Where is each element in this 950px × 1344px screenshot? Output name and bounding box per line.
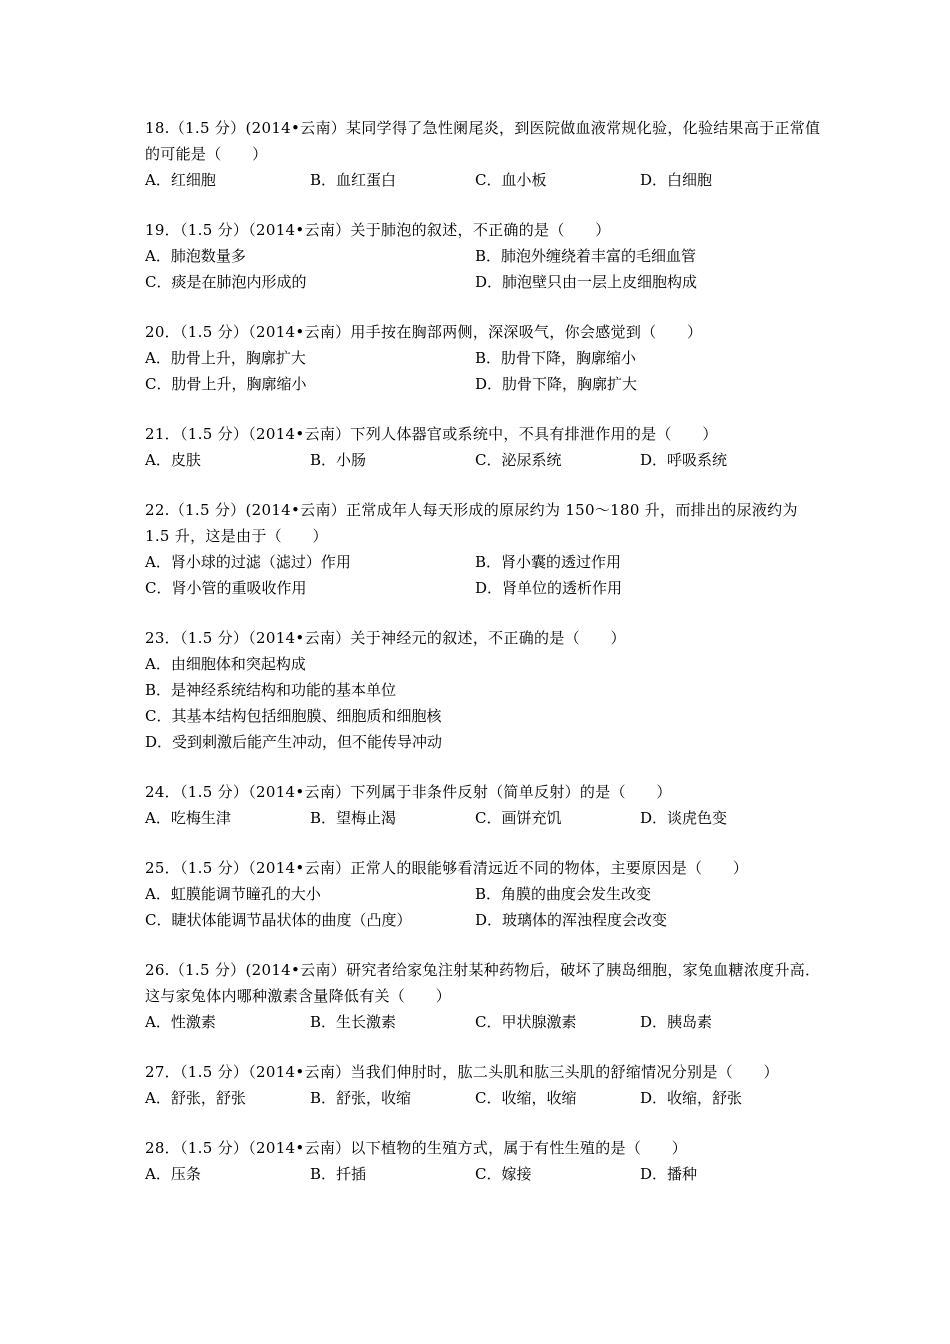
question-stem: 24．（1.5 分）（2014•云南）下列属于非条件反射（简单反射）的是（ ）: [145, 783, 672, 801]
option-list: [145, 1161, 825, 1187]
option-list: [145, 1009, 825, 1035]
option-d: D．肋骨下降，胸廓扩大: [475, 375, 638, 393]
option-c: C．收缩，收缩: [475, 1089, 577, 1107]
option-b: B．血红蛋白: [310, 171, 397, 189]
option-c: C．甲状腺激素: [475, 1013, 577, 1031]
option-d: D．玻璃体的浑浊程度会改变: [475, 911, 668, 929]
option-d: D．肺泡壁只由一层上皮细胞构成: [475, 273, 698, 291]
option-a: A．由细胞体和突起构成: [145, 655, 306, 673]
option-a: A．压条: [145, 1165, 201, 1183]
option-list: [145, 805, 825, 831]
option-d: D．谈虎色变: [640, 809, 728, 827]
question-stem: 20．（1.5 分）（2014•云南）用手按在胸部两侧，深深吸气，你会感觉到（ ）: [145, 323, 703, 341]
question-stem: 19．（1.5 分）（2014•云南）关于肺泡的叙述，不正确的是（ ）: [145, 221, 611, 239]
option-c: C．其基本结构包括细胞膜、细胞质和细胞核: [145, 707, 442, 725]
option-c: C．肋骨上升，胸廓缩小: [145, 375, 307, 393]
option-list: [145, 243, 825, 295]
option-c: C．肾小管的重吸收作用: [145, 579, 307, 597]
question-24: [145, 779, 825, 831]
question-stem: 23．（1.5 分）（2014•云南）关于神经元的叙述，不正确的是（ ）: [145, 629, 626, 647]
option-b: B．角膜的曲度会发生改变: [475, 885, 652, 903]
option-c: C．血小板: [475, 171, 547, 189]
option-a: A．肺泡数量多: [145, 247, 246, 265]
question-stem: 21．（1.5 分）（2014•云南）下列人体器官或系统中，不具有排泄作用的是（ ）: [145, 425, 718, 443]
question-26: [145, 957, 825, 1035]
option-b: B．舒张，收缩: [310, 1089, 412, 1107]
option-list: [145, 447, 825, 473]
option-list: [145, 549, 825, 601]
option-d: D．播种: [640, 1165, 698, 1183]
option-d: D．白细胞: [640, 171, 713, 189]
option-b: B．生长激素: [310, 1013, 397, 1031]
question-18: [145, 115, 825, 193]
option-a: A．性激素: [145, 1013, 216, 1031]
option-d: D．呼吸系统: [640, 451, 728, 469]
option-list: [145, 881, 825, 933]
option-c: C．睫状体能调节晶状体的曲度（凸度）: [145, 911, 412, 929]
option-a: A．红细胞: [145, 171, 216, 189]
question-list: [145, 115, 825, 1211]
option-a: A．吃梅生津: [145, 809, 231, 827]
option-a: A．舒张，舒张: [145, 1089, 246, 1107]
option-d: D．肾单位的透析作用: [475, 579, 623, 597]
question-28: [145, 1135, 825, 1187]
option-a: A．肾小球的过滤（滤过）作用: [145, 553, 351, 571]
question-23: [145, 625, 825, 755]
question-25: [145, 855, 825, 933]
option-c: C．嫁接: [475, 1165, 532, 1183]
question-stem: 27．（1.5 分）（2014•云南）当我们伸肘时，肱二头肌和肱三头肌的舒缩情况分别是（ ）: [145, 1063, 779, 1081]
option-c: C．泌尿系统: [475, 451, 562, 469]
option-b: B．望梅止渴: [310, 809, 397, 827]
question-stem: 22.（1.5 分）(2014•云南）正常成年人每天形成的原尿约为 150～180 升，而排出的尿液约为 1.5 升，这是由于（ ）: [145, 501, 798, 545]
option-a: A．虹膜能调节瞳孔的大小: [145, 885, 321, 903]
option-list: [145, 651, 825, 755]
option-a: A．肋骨上升，胸廓扩大: [145, 349, 306, 367]
question-27: [145, 1059, 825, 1111]
question-stem: 28．（1.5 分）（2014•云南）以下植物的生殖方式，属于有性生殖的是（ ）: [145, 1139, 688, 1157]
question-stem: 26.（1.5 分）(2014•云南）研究者给家兔注射某种药物后，破坏了胰岛细胞，家兔血糖浓度升高．这与家兔体内哪种激素含量降低有关（ ）: [145, 961, 821, 1005]
option-b: B．肺泡外缠绕着丰富的毛细血管: [475, 247, 697, 265]
option-b: B．小肠: [310, 451, 367, 469]
option-d: D．收缩，舒张: [640, 1089, 743, 1107]
question-22: [145, 497, 825, 601]
question-stem: 25．（1.5 分）（2014•云南）正常人的眼能够看清远近不同的物体，主要原因是（ ）: [145, 859, 749, 877]
option-a: A．皮肤: [145, 451, 201, 469]
question-stem: 18.（1.5 分）(2014•云南）某同学得了急性阑尾炎，到医院做血液常规化验，化验结果高于正常值的可能是（ ）: [145, 119, 821, 163]
option-b: B．肾小囊的透过作用: [475, 553, 622, 571]
option-b: B．肋骨下降，胸廓缩小: [475, 349, 637, 367]
option-c: C．痰是在肺泡内形成的: [145, 273, 307, 291]
option-c: C．画饼充饥: [475, 809, 562, 827]
option-list: [145, 345, 825, 397]
option-b: B．扦插: [310, 1165, 367, 1183]
option-d: D．胰岛素: [640, 1013, 713, 1031]
option-list: [145, 167, 825, 193]
question-20: [145, 319, 825, 397]
question-19: [145, 217, 825, 295]
option-d: D．受到刺激后能产生冲动，但不能传导冲动: [145, 733, 443, 751]
question-21: [145, 421, 825, 473]
option-b: B．是神经系统结构和功能的基本单位: [145, 681, 397, 699]
option-list: [145, 1085, 825, 1111]
